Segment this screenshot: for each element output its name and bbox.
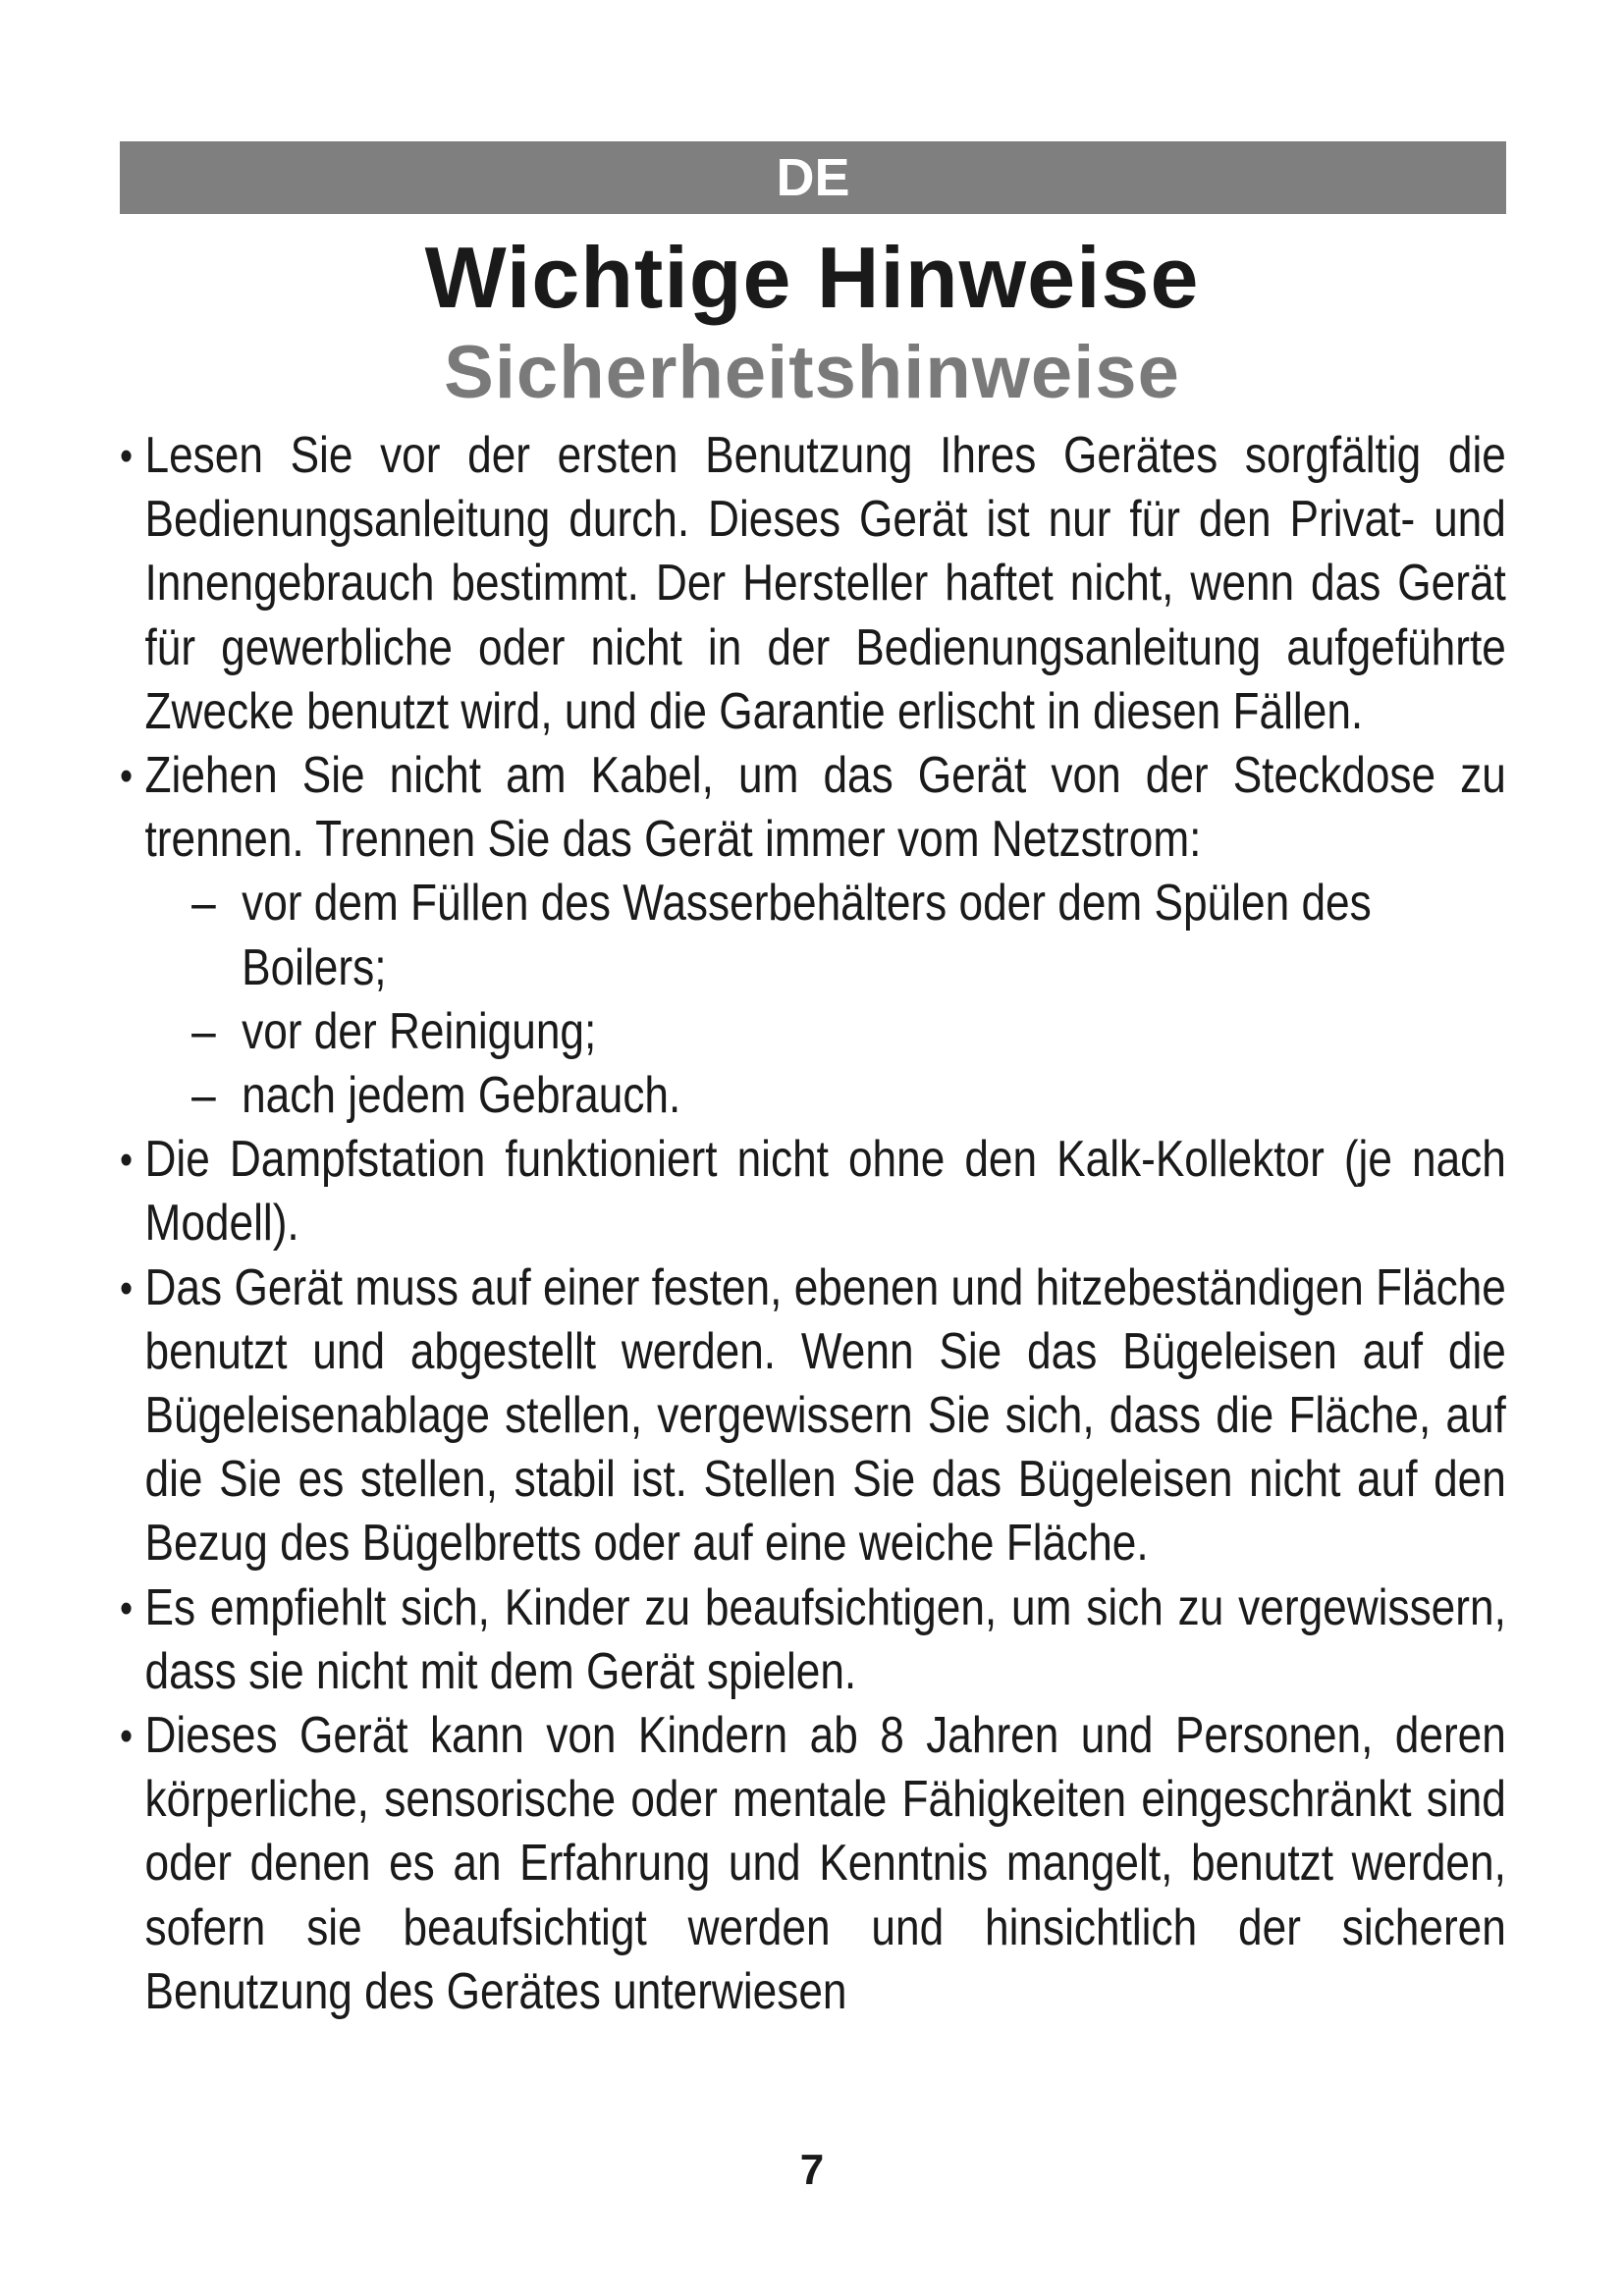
bullet-text: Lesen Sie vor der ersten Benutzung Ihres Gerätes sorgfältig die Bedienungsanleitung durch. Dieses Gerät ist nur für den Privat- und Innengebrauch bestimmt. Der Hersteller haftet nicht, wenn das Gerät für gewerbliche oder nicht in der Bedienungsanleitung aufgeführte Zwecke benutzt wird, und die Garantie erlischt in diesen Fällen. (144, 427, 1506, 740)
sub-item-text: vor der Reinigung; (242, 1002, 597, 1060)
bullet-text: Es empfiehlt sich, Kinder zu beaufsichtigen, um sich zu vergewissern, dass sie nicht mit dem Gerät spielen. (144, 1578, 1506, 1700)
page-title: Wichtige Hinweise (424, 229, 1200, 326)
sub-item (191, 872, 1506, 999)
section-subtitle: Sicherheitshinweise (444, 331, 1180, 414)
dash-marker: – (191, 1067, 216, 1125)
sub-item-text: vor dem Füllen des Wasserbehälters oder dem Spülen des Boilers; (242, 875, 1372, 996)
bullet-text: Ziehen Sie nicht am Kabel, um das Gerät von der Steckdose zu trennen. Trennen Sie das Gerät immer vom Netzstrom: (144, 747, 1506, 869)
sub-item (191, 1064, 1506, 1128)
bullet-item (120, 1128, 1506, 1255)
bullet-item (120, 1704, 1506, 2024)
sub-item (191, 1000, 1506, 1064)
bullet-text: Dieses Gerät kann von Kindern ab 8 Jahren und Personen, deren körperliche, sensorische oder mentale Fähigkeiten eingeschränkt sind oder denen es an Erfahrung und Kenntnis mangelt, benutzt werden, sofern sie beaufsichtigt werden und hinsichtlich der sicheren Benutzung des Gerätes unterwiesen (144, 1707, 1506, 2020)
bullet-item (120, 744, 1506, 1128)
bullet-text: Die Dampfstation funktioniert nicht ohne den Kalk-Kollektor (je nach Modell). (144, 1131, 1506, 1253)
dash-marker: – (191, 1002, 216, 1060)
safety-content (120, 424, 1506, 2024)
safety-bullet-list (120, 424, 1506, 2024)
dash-marker: – (191, 875, 216, 933)
page-number: 7 (799, 2146, 825, 2194)
bullet-item (120, 1256, 1506, 1576)
bullet-item (120, 424, 1506, 744)
language-code: DE (776, 148, 850, 207)
bullet-item (120, 1576, 1506, 1704)
bullet-text: Das Gerät muss auf einer festen, ebenen und hitzebeständigen Fläche benutzt und abgestellt werden. Wenn Sie das Bügeleisen auf die Bügeleisenablage stellen, vergewissern Sie sich, dass die Fläche, auf die Sie es stellen, stabil ist. Stellen Sie das Bügeleisen nicht auf den Bezug des Bügelbretts oder auf eine weiche Fläche. (144, 1258, 1506, 1573)
language-bar (120, 141, 1506, 214)
sub-list (145, 872, 1506, 1128)
sub-item-text: nach jedem Gebrauch. (242, 1067, 681, 1125)
